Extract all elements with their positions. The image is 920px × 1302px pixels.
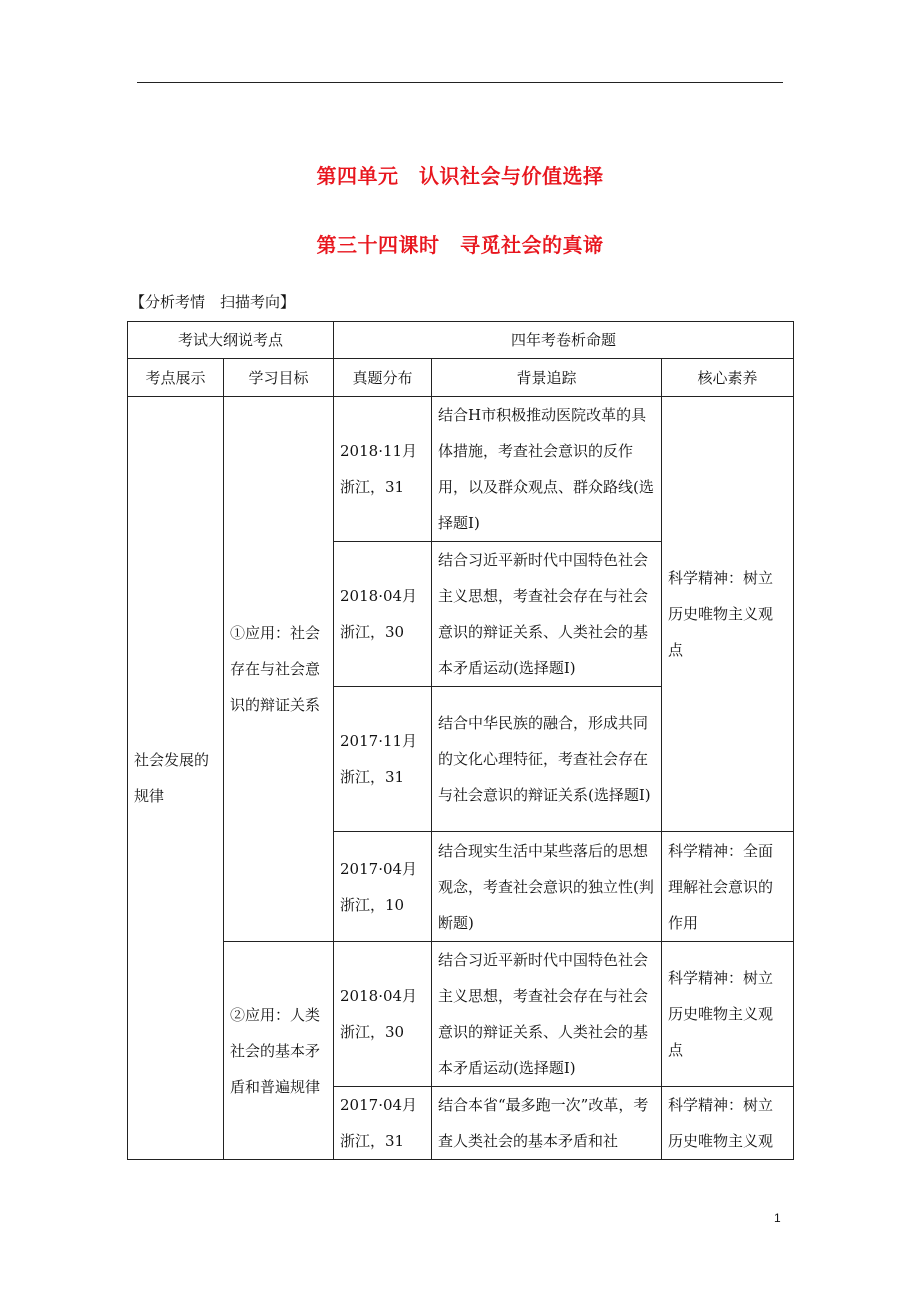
page-number: 1 xyxy=(774,1211,781,1225)
exam-cell: 2017·11月浙江，31 xyxy=(334,687,432,832)
background-cell: 结合H市积极推动医院改革的具体措施，考查社会意识的反作用，以及群众观点、群众路线(选择题Ⅰ) xyxy=(432,397,662,542)
section-label: 【分析考情 扫描考向】 xyxy=(130,293,296,311)
background-cell: 结合中华民族的融合，形成共同的文化心理特征，考查社会存在与社会意识的辩证关系(选择题Ⅰ) xyxy=(432,687,662,832)
table-row xyxy=(128,397,794,542)
background-cell: 结合习近平新时代中国特色社会主义思想，考查社会存在与社会意识的辩证关系、人类社会的基本矛盾运动(选择题Ⅰ) xyxy=(432,542,662,687)
group-header-exams: 四年考卷析命题 xyxy=(334,322,794,359)
column-header-goal: 学习目标 xyxy=(224,359,334,397)
literacy-cell: 科学精神：全面理解社会意识的作用 xyxy=(662,832,794,942)
goal-cell: ②应用：人类社会的基本矛盾和普遍规律 xyxy=(224,942,334,1160)
top-rule xyxy=(137,82,783,83)
exam-cell: 2017·04月浙江，31 xyxy=(334,1087,432,1160)
exam-cell: 2017·04月浙江，10 xyxy=(334,832,432,942)
background-cell: 结合习近平新时代中国特色社会主义思想，考查社会存在与社会意识的辩证关系、人类社会的基本矛盾运动(选择题Ⅰ) xyxy=(432,942,662,1087)
goal-cell: ①应用：社会存在与社会意识的辩证关系 xyxy=(224,397,334,942)
background-cell: 结合本省“最多跑一次”改革，考查人类社会的基本矛盾和社 xyxy=(432,1087,662,1160)
column-header-row xyxy=(128,359,794,397)
literacy-cell: 科学精神：树立历史唯物主义观点 xyxy=(662,942,794,1087)
unit-title: 第四单元 认识社会与价值选择 xyxy=(316,164,604,188)
exam-cell: 2018·11月浙江，31 xyxy=(334,397,432,542)
exam-cell: 2018·04月浙江，30 xyxy=(334,942,432,1087)
literacy-cell: 科学精神：树立历史唯物主义观 xyxy=(662,1087,794,1160)
lesson-title: 第三十四课时 寻觅社会的真谛 xyxy=(316,233,604,257)
exam-cell: 2018·04月浙江，30 xyxy=(334,542,432,687)
literacy-cell: 科学精神：树立历史唯物主义观点 xyxy=(662,397,794,832)
table-row xyxy=(128,942,794,1087)
column-header-exam: 真题分布 xyxy=(334,359,432,397)
column-header-topic: 考点展示 xyxy=(128,359,224,397)
column-header-background: 背景追踪 xyxy=(432,359,662,397)
topic-cell: 社会发展的规律 xyxy=(128,397,224,1160)
group-header-row xyxy=(128,322,794,359)
group-header-syllabus: 考试大纲说考点 xyxy=(128,322,334,359)
column-header-literacy: 核心素养 xyxy=(662,359,794,397)
background-cell: 结合现实生活中某些落后的思想观念，考查社会意识的独立性(判断题) xyxy=(432,832,662,942)
exam-analysis-table xyxy=(127,321,794,1160)
